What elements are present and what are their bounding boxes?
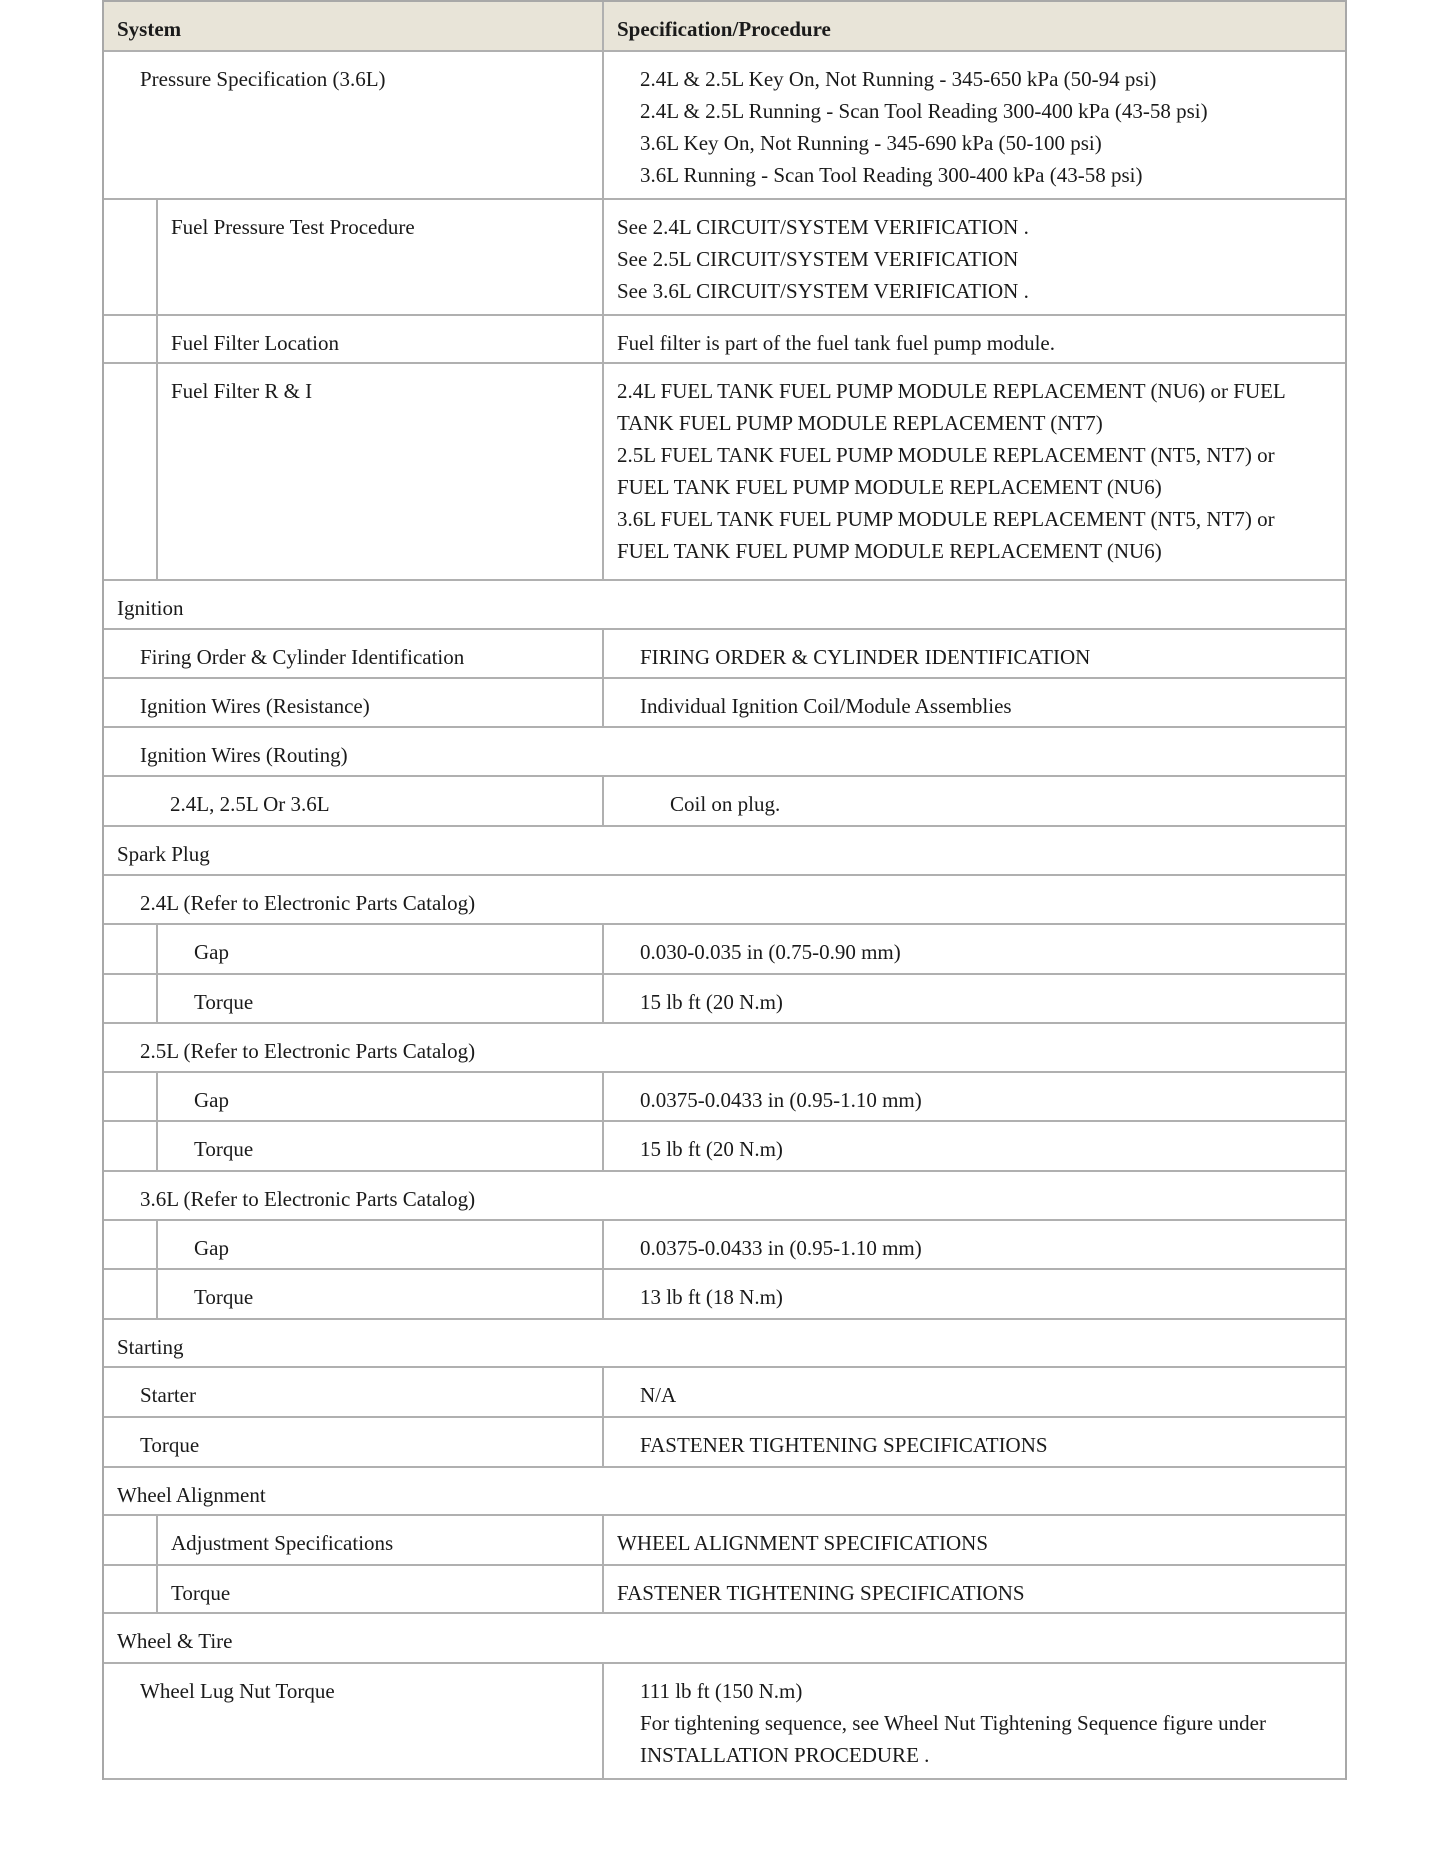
system-label: Torque bbox=[140, 1433, 200, 1457]
specification-line: 2.5L FUEL TANK FUEL PUMP MODULE REPLACEMENT (NT5, NT7) or bbox=[617, 443, 1275, 467]
system-label: Fuel Filter R & I bbox=[171, 379, 313, 403]
system-label: Firing Order & Cylinder Identification bbox=[140, 645, 465, 669]
specification-cell bbox=[604, 1368, 1345, 1416]
table-row bbox=[104, 1664, 1345, 1780]
section-row bbox=[104, 827, 1345, 876]
subsection-row bbox=[104, 1172, 1345, 1221]
indent-spacer bbox=[104, 975, 158, 1022]
indent-spacer bbox=[104, 1270, 158, 1318]
specification-text bbox=[604, 630, 1345, 673]
table-header-row bbox=[104, 2, 1345, 52]
specification-line: 2.4L & 2.5L Running - Scan Tool Reading 300-400 kPa (43-58 psi) bbox=[640, 99, 1208, 123]
section-label: 3.6L (Refer to Electronic Parts Catalog) bbox=[140, 1187, 476, 1211]
section-cell bbox=[104, 1468, 1345, 1514]
system-label: Ignition Wires (Resistance) bbox=[140, 694, 370, 718]
section-cell bbox=[104, 1320, 1345, 1366]
system-cell bbox=[104, 925, 604, 973]
specification-text bbox=[604, 316, 1345, 359]
specification-cell bbox=[604, 975, 1345, 1022]
section-label: 2.5L (Refer to Electronic Parts Catalog) bbox=[140, 1039, 476, 1063]
section-cell bbox=[104, 728, 1345, 775]
table-row bbox=[104, 679, 1345, 728]
specification-line: 3.6L FUEL TANK FUEL PUMP MODULE REPLACEMENT (NT5, NT7) or bbox=[617, 507, 1275, 531]
specification-text bbox=[604, 1270, 1345, 1313]
section-label: Ignition Wires (Routing) bbox=[140, 743, 348, 767]
specification-cell bbox=[604, 1122, 1345, 1170]
specification-line: 0.030-0.035 in (0.75-0.90 mm) bbox=[640, 940, 901, 964]
indent-spacer bbox=[104, 1073, 158, 1120]
specification-line: 111 lb ft (150 N.m) bbox=[640, 1679, 803, 1703]
section-row bbox=[104, 1614, 1345, 1664]
system-cell bbox=[104, 316, 604, 362]
table-row bbox=[104, 975, 1345, 1024]
system-label: Torque bbox=[194, 1285, 254, 1309]
indent-spacer bbox=[104, 364, 158, 579]
table-row bbox=[104, 1418, 1345, 1468]
system-cell bbox=[104, 679, 604, 726]
specification-text bbox=[604, 1221, 1345, 1264]
specification-text bbox=[604, 364, 1345, 567]
specification-cell bbox=[604, 1270, 1345, 1318]
section-cell bbox=[104, 1172, 1345, 1219]
specification-line: 15 lb ft (20 N.m) bbox=[640, 1137, 783, 1161]
section-cell bbox=[104, 581, 1345, 628]
specification-text bbox=[604, 1368, 1345, 1411]
system-label: Wheel Lug Nut Torque bbox=[140, 1679, 335, 1703]
table-row bbox=[104, 316, 1345, 364]
system-label: Gap bbox=[194, 1236, 229, 1260]
specification-line: 3.6L Key On, Not Running - 345-690 kPa (50-100 psi) bbox=[640, 131, 1102, 155]
specification-line: See 2.4L CIRCUIT/SYSTEM VERIFICATION . bbox=[617, 215, 1029, 239]
section-row bbox=[104, 581, 1345, 630]
table-row bbox=[104, 777, 1345, 827]
specification-line: 0.0375-0.0433 in (0.95-1.10 mm) bbox=[640, 1088, 922, 1112]
specification-line: INSTALLATION PROCEDURE . bbox=[640, 1743, 930, 1767]
section-label: Spark Plug bbox=[117, 842, 210, 866]
system-cell bbox=[104, 777, 604, 825]
system-label: Adjustment Specifications bbox=[171, 1531, 394, 1555]
section-label: Starting bbox=[117, 1335, 184, 1359]
specification-text bbox=[604, 52, 1345, 191]
specification-line: Individual Ignition Coil/Module Assemblies bbox=[640, 694, 1012, 718]
system-cell bbox=[104, 1221, 604, 1268]
system-cell bbox=[104, 630, 604, 677]
system-cell bbox=[104, 1122, 604, 1170]
subsection-row bbox=[104, 1024, 1345, 1073]
specification-cell bbox=[604, 200, 1345, 314]
table-row bbox=[104, 1516, 1345, 1566]
system-cell bbox=[104, 364, 604, 579]
table-row bbox=[104, 1122, 1345, 1172]
section-label: Wheel & Tire bbox=[117, 1629, 233, 1653]
system-cell bbox=[104, 1566, 604, 1612]
specification-cell bbox=[604, 1516, 1345, 1564]
specification-line: FASTENER TIGHTENING SPECIFICATIONS bbox=[640, 1433, 1048, 1457]
system-label: Fuel Filter Location bbox=[171, 331, 339, 355]
specification-cell bbox=[604, 1664, 1345, 1778]
table-row bbox=[104, 364, 1345, 581]
specification-cell bbox=[604, 1418, 1345, 1466]
system-label: Fuel Pressure Test Procedure bbox=[171, 215, 415, 239]
section-cell bbox=[104, 876, 1345, 923]
specification-cell bbox=[604, 316, 1345, 362]
specification-text bbox=[604, 1122, 1345, 1165]
indent-spacer bbox=[104, 1516, 158, 1564]
specification-line: See 3.6L CIRCUIT/SYSTEM VERIFICATION . bbox=[617, 279, 1029, 303]
system-cell bbox=[104, 52, 604, 198]
system-cell bbox=[104, 975, 604, 1022]
specification-cell bbox=[604, 679, 1345, 726]
specification-cell bbox=[604, 925, 1345, 973]
table-row bbox=[104, 52, 1345, 200]
specification-cell bbox=[604, 777, 1345, 825]
system-label: Torque bbox=[194, 990, 254, 1014]
specification-text bbox=[604, 679, 1345, 722]
table-row bbox=[104, 200, 1345, 316]
column-header-system: System bbox=[117, 17, 182, 41]
system-cell bbox=[104, 1073, 604, 1120]
specification-text bbox=[604, 1516, 1345, 1559]
specification-text bbox=[604, 200, 1345, 307]
specification-text bbox=[604, 1566, 1345, 1609]
specification-text bbox=[604, 777, 1345, 820]
system-label: Gap bbox=[194, 940, 229, 964]
specification-line: FUEL TANK FUEL PUMP MODULE REPLACEMENT (NU6) bbox=[617, 475, 1162, 499]
specification-text bbox=[604, 925, 1345, 968]
system-label: Gap bbox=[194, 1088, 229, 1112]
section-cell bbox=[104, 827, 1345, 874]
section-label: Ignition bbox=[117, 596, 184, 620]
table-row bbox=[104, 1566, 1345, 1614]
specification-line: 15 lb ft (20 N.m) bbox=[640, 990, 783, 1014]
system-cell bbox=[104, 200, 604, 314]
specification-cell bbox=[604, 364, 1345, 579]
system-cell bbox=[104, 1418, 604, 1466]
specification-line: 2.4L FUEL TANK FUEL PUMP MODULE REPLACEMENT (NU6) or FUEL bbox=[617, 379, 1286, 403]
specification-text bbox=[604, 975, 1345, 1018]
specification-cell bbox=[604, 52, 1345, 198]
table-row bbox=[104, 630, 1345, 679]
system-label: Starter bbox=[140, 1383, 196, 1407]
system-cell bbox=[104, 1664, 604, 1778]
table-row bbox=[104, 1368, 1345, 1418]
specification-line: WHEEL ALIGNMENT SPECIFICATIONS bbox=[617, 1531, 988, 1555]
specification-line: 3.6L Running - Scan Tool Reading 300-400 kPa (43-58 psi) bbox=[640, 163, 1143, 187]
subsection-row bbox=[104, 876, 1345, 925]
specification-line: Fuel filter is part of the fuel tank fuel pump module. bbox=[617, 331, 1055, 355]
specification-text bbox=[604, 1073, 1345, 1116]
specification-cell bbox=[604, 630, 1345, 677]
specification-cell bbox=[604, 1073, 1345, 1120]
table-row bbox=[104, 925, 1345, 975]
specification-cell bbox=[604, 1221, 1345, 1268]
specifications-table bbox=[102, 0, 1347, 1780]
indent-spacer bbox=[104, 1122, 158, 1170]
indent-spacer bbox=[104, 200, 158, 314]
system-label: Pressure Specification (3.6L) bbox=[140, 67, 386, 91]
column-header-specification: Specification/Procedure bbox=[617, 17, 831, 41]
system-label: Torque bbox=[194, 1137, 254, 1161]
specification-text bbox=[604, 1664, 1345, 1771]
system-cell bbox=[104, 1368, 604, 1416]
indent-spacer bbox=[104, 1566, 158, 1612]
section-label: 2.4L (Refer to Electronic Parts Catalog) bbox=[140, 891, 476, 915]
indent-spacer bbox=[104, 1221, 158, 1268]
section-cell bbox=[104, 1614, 1345, 1662]
specification-line: See 2.5L CIRCUIT/SYSTEM VERIFICATION bbox=[617, 247, 1019, 271]
specification-line: TANK FUEL PUMP MODULE REPLACEMENT (NT7) bbox=[617, 411, 1103, 435]
specification-line: For tightening sequence, see Wheel Nut Tightening Sequence figure under bbox=[640, 1711, 1266, 1735]
section-cell bbox=[104, 1024, 1345, 1071]
section-label: Wheel Alignment bbox=[117, 1483, 266, 1507]
specification-line: FIRING ORDER & CYLINDER IDENTIFICATION bbox=[640, 645, 1091, 669]
table-row bbox=[104, 1270, 1345, 1320]
subsection-row bbox=[104, 728, 1345, 777]
specification-line: FUEL TANK FUEL PUMP MODULE REPLACEMENT (NU6) bbox=[617, 539, 1162, 563]
indent-spacer bbox=[104, 925, 158, 973]
system-label: 2.4L, 2.5L Or 3.6L bbox=[170, 792, 330, 816]
specification-line: 2.4L & 2.5L Key On, Not Running - 345-650 kPa (50-94 psi) bbox=[640, 67, 1157, 91]
system-label: Torque bbox=[171, 1581, 231, 1605]
specification-line: N/A bbox=[640, 1383, 677, 1407]
specification-line: 0.0375-0.0433 in (0.95-1.10 mm) bbox=[640, 1236, 922, 1260]
specification-line: Coil on plug. bbox=[670, 792, 781, 816]
table-row bbox=[104, 1221, 1345, 1270]
section-row bbox=[104, 1320, 1345, 1368]
section-row bbox=[104, 1468, 1345, 1516]
specification-line: FASTENER TIGHTENING SPECIFICATIONS bbox=[617, 1581, 1025, 1605]
specification-cell bbox=[604, 1566, 1345, 1612]
specification-text bbox=[604, 1418, 1345, 1461]
specification-line: 13 lb ft (18 N.m) bbox=[640, 1285, 783, 1309]
table-row bbox=[104, 1073, 1345, 1122]
system-cell bbox=[104, 1516, 604, 1564]
system-cell bbox=[104, 1270, 604, 1318]
indent-spacer bbox=[104, 316, 158, 362]
